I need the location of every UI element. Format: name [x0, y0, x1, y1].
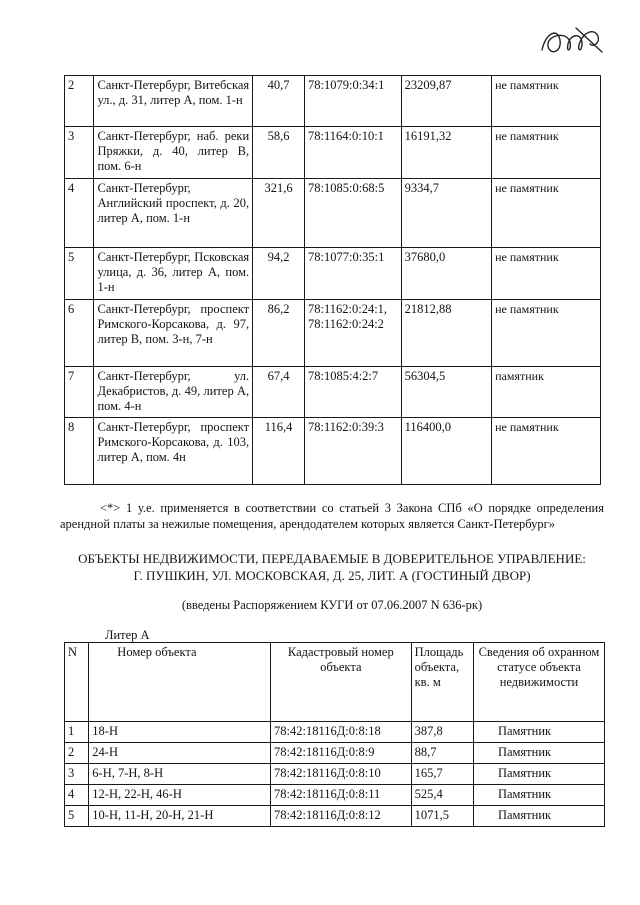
- trust-objects-table: [64, 642, 605, 827]
- header-cadastral: Кадастровый номер объекта: [271, 643, 412, 722]
- row-number: 1: [65, 722, 89, 743]
- address-cell: Санкт-Петербург, ул. Декабристов, д. 49, литер А, пом. 4-н: [94, 367, 253, 418]
- table-row: [65, 179, 601, 248]
- object-cell: 24-Н: [89, 743, 271, 764]
- object-cell: 10-Н, 11-Н, 20-Н, 21-Н: [89, 806, 271, 827]
- area-cell: 165,7: [411, 764, 473, 785]
- liter-label: Литер А: [105, 628, 150, 642]
- address-cell: Санкт-Петербург, Английский проспект, д. 20, литер А, пом. 1-н: [94, 179, 253, 248]
- table-row: [65, 722, 605, 743]
- header-number: N: [65, 643, 89, 722]
- table-row: [65, 743, 605, 764]
- area-cell: 88,7: [411, 743, 473, 764]
- cost-cell: 9334,7: [401, 179, 492, 248]
- table-row: [65, 76, 601, 127]
- area-cell: 40,7: [253, 76, 305, 127]
- object-cell: 18-Н: [89, 722, 271, 743]
- table-row: [65, 418, 601, 485]
- header-area: Площадь объекта, кв. м: [411, 643, 473, 722]
- heading-line-1: ОБЪЕКТЫ НЕДВИЖИМОСТИ, ПЕРЕДАВАЕМЫЕ В ДОВЕРИТЕЛЬНОЕ УПРАВЛЕНИЕ:: [78, 551, 586, 566]
- area-cell: 58,6: [253, 127, 305, 179]
- footnote: <*> 1 у.е. применяется в соответствии со статьей 3 Закона СПб «О порядке определения арендной платы за нежилые помещения, арендодателем которых является Санкт-Петербург»: [60, 501, 604, 531]
- row-number: 3: [65, 764, 89, 785]
- cadastral-cell: 78:1077:0:35:1: [305, 248, 402, 300]
- cadastral-cell: 78:42:18116Д:0:8:9: [271, 743, 412, 764]
- row-number: 5: [65, 248, 94, 300]
- row-number: 8: [65, 418, 94, 485]
- area-cell: 94,2: [253, 248, 305, 300]
- row-number: 2: [65, 743, 89, 764]
- status-cell: не памятник: [492, 76, 601, 127]
- object-cell: 6-Н, 7-Н, 8-Н: [89, 764, 271, 785]
- row-number: 3: [65, 127, 94, 179]
- area-cell: 86,2: [253, 300, 305, 367]
- status-cell: не памятник: [492, 127, 601, 179]
- cadastral-cell: 78:42:18116Д:0:8:10: [271, 764, 412, 785]
- address-cell: Санкт-Петербург, проспект Римского-Корсакова, д. 97, литер В, пом. 3-н, 7-н: [94, 300, 253, 367]
- status-cell: Памятник: [473, 806, 604, 827]
- status-cell: Памятник: [473, 743, 604, 764]
- cadastral-cell: 78:1085:4:2:7: [305, 367, 402, 418]
- cadastral-cell: 78:1164:0:10:1: [305, 127, 402, 179]
- cadastral-cell: 78:1079:0:34:1: [305, 76, 402, 127]
- cost-cell: 21812,88: [401, 300, 492, 367]
- row-number: 4: [65, 179, 94, 248]
- table-row: [65, 806, 605, 827]
- handwritten-signature: [536, 22, 608, 60]
- area-cell: 525,4: [411, 785, 473, 806]
- address-cell: Санкт-Петербург, Псковская улица, д. 36, литер А, пом. 1-н: [94, 248, 253, 300]
- table-row: [65, 300, 601, 367]
- area-cell: 67,4: [253, 367, 305, 418]
- cost-cell: 23209,87: [401, 76, 492, 127]
- area-cell: 321,6: [253, 179, 305, 248]
- table-row: [65, 785, 605, 806]
- table-header-row: [65, 643, 605, 722]
- status-cell: Памятник: [473, 722, 604, 743]
- status-cell: не памятник: [492, 418, 601, 485]
- row-number: 5: [65, 806, 89, 827]
- address-cell: Санкт-Петербург, наб. реки Пряжки, д. 40, литер В, пом. 6-н: [94, 127, 253, 179]
- header-status: Сведения об охранном статусе объекта недвижимости: [473, 643, 604, 722]
- cadastral-cell: 78:1085:0:68:5: [305, 179, 402, 248]
- property-table-continued: [64, 75, 601, 485]
- area-cell: 387,8: [411, 722, 473, 743]
- table-row: [65, 248, 601, 300]
- cost-cell: 37680,0: [401, 248, 492, 300]
- table-row: [65, 764, 605, 785]
- table-row: [65, 127, 601, 179]
- address-cell: Санкт-Петербург, проспект Римского-Корсакова, д. 103, литер А, пом. 4н: [94, 418, 253, 485]
- row-number: 4: [65, 785, 89, 806]
- status-cell: не памятник: [492, 248, 601, 300]
- cost-cell: 16191,32: [401, 127, 492, 179]
- status-cell: Памятник: [473, 785, 604, 806]
- row-number: 7: [65, 367, 94, 418]
- status-cell: Памятник: [473, 764, 604, 785]
- row-number: 2: [65, 76, 94, 127]
- cost-cell: 56304,5: [401, 367, 492, 418]
- object-cell: 12-Н, 22-Н, 46-Н: [89, 785, 271, 806]
- section-subheading: (введены Распоряжением КУГИ от 07.06.2007 N 636-рк): [181, 598, 483, 612]
- status-cell: памятник: [492, 367, 601, 418]
- status-cell: не памятник: [492, 300, 601, 367]
- address-cell: Санкт-Петербург, Витебская ул., д. 31, литер А, пом. 1-н: [94, 76, 253, 127]
- cadastral-cell: 78:1162:0:24:1, 78:1162:0:24:2: [305, 300, 402, 367]
- cadastral-cell: 78:42:18116Д:0:8:12: [271, 806, 412, 827]
- row-number: 6: [65, 300, 94, 367]
- cadastral-cell: 78:42:18116Д:0:8:18: [271, 722, 412, 743]
- table-row: [65, 367, 601, 418]
- section-heading: [60, 550, 604, 584]
- area-cell: 116,4: [253, 418, 305, 485]
- heading-line-2: Г. ПУШКИН, УЛ. МОСКОВСКАЯ, Д. 25, ЛИТ. А (ГОСТИНЫЙ ДВОР): [133, 568, 531, 583]
- area-cell: 1071,5: [411, 806, 473, 827]
- header-object: Номер объекта: [89, 643, 271, 722]
- status-cell: не памятник: [492, 179, 601, 248]
- cost-cell: 116400,0: [401, 418, 492, 485]
- cadastral-cell: 78:1162:0:39:3: [305, 418, 402, 485]
- cadastral-cell: 78:42:18116Д:0:8:11: [271, 785, 412, 806]
